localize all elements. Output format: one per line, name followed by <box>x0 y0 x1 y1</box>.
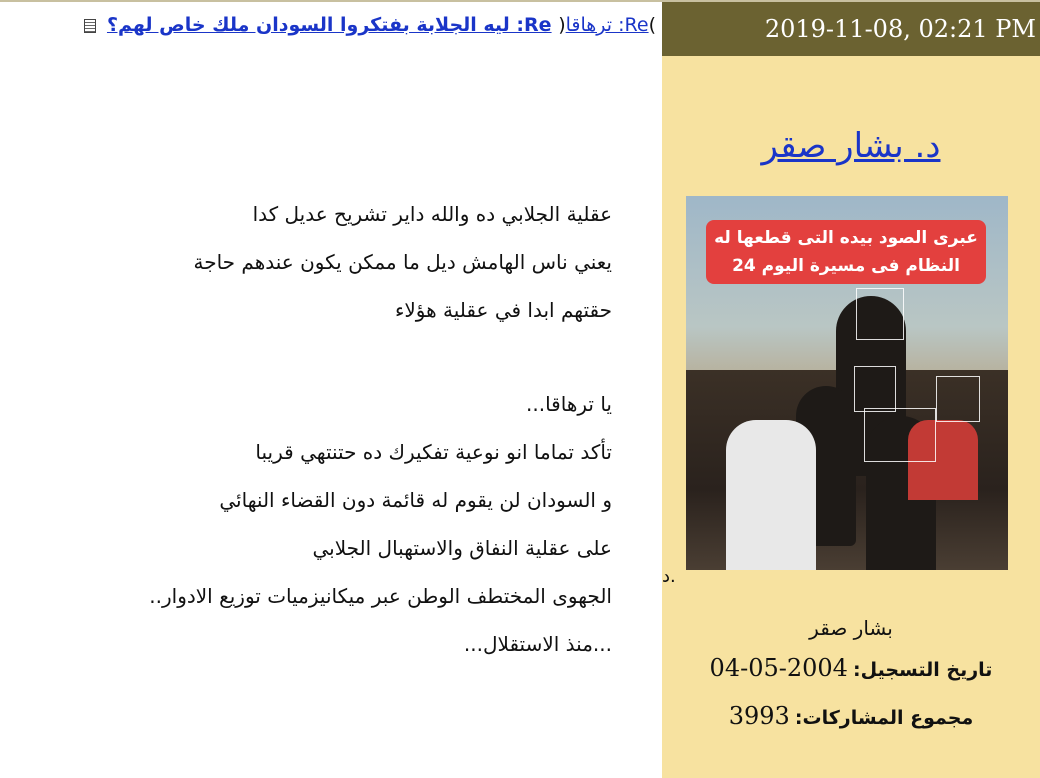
author-panel <box>662 56 1040 778</box>
post-title: )Re: ترهاقا( Re: ليه الجلابة بفتكروا السودان ملك خاص لهم؟ <box>0 14 656 36</box>
posts-label: مجموع المشاركات: <box>794 707 974 729</box>
avatar-face-box <box>856 288 904 340</box>
posts-count-row <box>662 702 1040 730</box>
body-line: يا ترهاقا... <box>526 392 612 416</box>
reply-to-link[interactable]: Re: ترهاقا <box>565 14 649 36</box>
avatar-banner: عبرى الصود بيده التى قطعها له النظام فى مسيرة اليوم 24 <box>706 220 986 284</box>
avatar-face-box <box>936 376 980 422</box>
avatar-figure <box>726 420 816 570</box>
author-name-link[interactable]: د. بشار صقر <box>761 126 941 166</box>
registration-date: 2004-05-04 <box>709 654 848 682</box>
body-line: الجهوى المختطف الوطن عبر ميكانيزميات توزيع الادوار.. <box>149 584 612 608</box>
body-line: و السودان لن يقوم له قائمة دون القضاء النهائي <box>219 488 612 512</box>
body-line: يعني ناس الهامش ديل ما ممكن يكون عندهم حاجة <box>193 250 612 274</box>
avatar-face-box <box>864 408 936 462</box>
registration-date-row <box>662 654 1040 682</box>
body-line: تأكد تماما انو نوعية تفكيرك ده حتنتهي قريبا <box>255 440 612 464</box>
avatar-face-box <box>854 366 896 412</box>
post-body <box>0 190 612 668</box>
body-line: حقتهم ابدا في عقلية هؤلاء <box>394 298 612 322</box>
body-line: عقلية الجلابي ده والله داير تشريح عديل كدا <box>252 202 612 226</box>
paragraph-gap <box>0 334 612 380</box>
posts-count: 3993 <box>728 702 790 730</box>
post-timestamp: 2019-11-08, 02:21 PM <box>662 2 1040 56</box>
registration-label: تاريخ التسجيل: <box>853 659 993 681</box>
post-subject-link[interactable]: Re: ليه الجلابة بفتكروا السودان ملك خاص لهم؟ <box>106 14 552 36</box>
document-icon <box>84 19 96 33</box>
body-line: على عقلية النفاق والاستهبال الجلابي <box>312 536 612 560</box>
profile-name: بشار صقر <box>809 616 893 640</box>
body-line: ...منذ الاستقلال... <box>463 632 612 656</box>
author-avatar <box>686 196 1008 570</box>
avatar-alt-marker: د. <box>662 566 676 587</box>
